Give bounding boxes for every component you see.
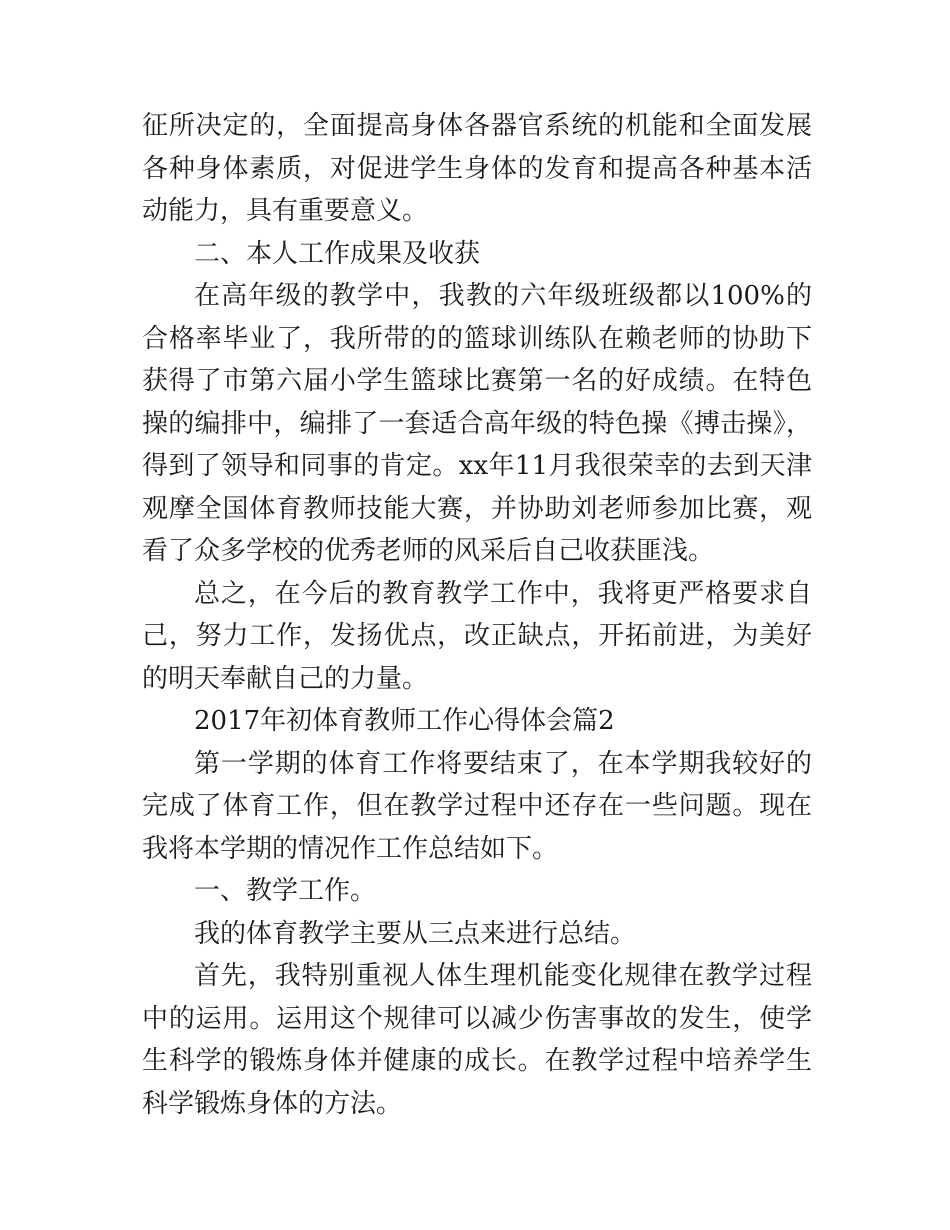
paragraph-summary-lead: 我的体育教学主要从三点来进行总结。 xyxy=(194,918,637,949)
paragraph-achievements: 在高年级的教学中，我教的六年级班级都以100%的合格率毕业了，我所带的的篮球训练队在赖老师的协助下获得了市第六届小学生篮球比赛第一名的好成绩。在特色操的编排中，编排了一套适合高年级的特色操《搏击操》，得到了领导和同事的肯定。xx年11月我很荣幸的去到天津观摩全国体育教师技能大赛，并协助刘老师参加比赛，观看了众多学校的优秀老师的风采后自己收获匪浅。 xyxy=(142,281,812,566)
article-title-part-2: 2017年初体育教师工作心得体会篇2 xyxy=(194,706,615,736)
paragraph-intro: 第一学期的体育工作将要结束了，在本学期我较好的完成了体育工作，但在教学过程中还存在一些问题。现在我将本学期的情况作工作总结如下。 xyxy=(142,748,812,864)
paragraph-continuation: 征所决定的，全面提高身体各器官系统的机能和全面发展各种身体素质，对促进学生身体的发育和提高各种基本活动能力，具有重要意义。 xyxy=(142,111,812,226)
document-body xyxy=(142,105,812,1125)
section-heading-teaching: 一、教学工作。 xyxy=(194,876,377,906)
paragraph-first-point: 首先，我特别重视人体生理机能变化规律在教学过程中的运用。运用这个规律可以减少伤害事故的发生，使学生科学的锻炼身体并健康的成长。在教学过程中培养学生科学锻炼身体的方法。 xyxy=(142,961,812,1119)
paragraph-conclusion: 总之，在今后的教育教学工作中，我将更严格要求自己，努力工作，发扬优点，改正缺点，开拓前进，为美好的明天奉献自己的力量。 xyxy=(142,578,812,694)
section-heading-achievements: 二、本人工作成果及收获 xyxy=(194,238,481,269)
